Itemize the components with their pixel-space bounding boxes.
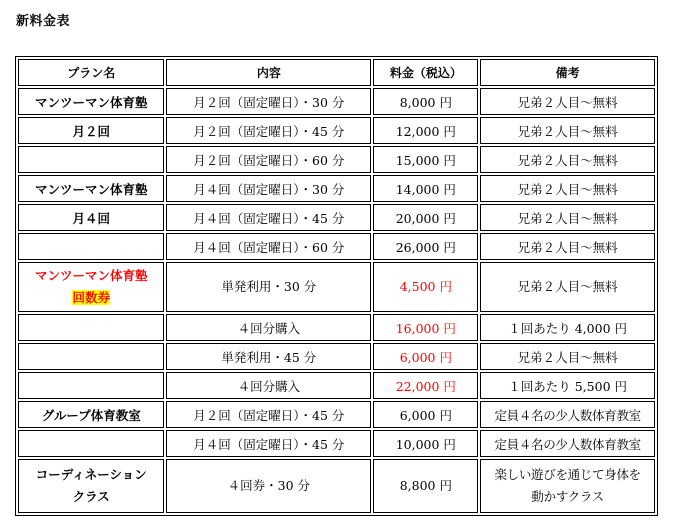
price-cell: 8,000 円 bbox=[373, 88, 478, 115]
price-cell: 16,000 円 bbox=[373, 314, 478, 341]
table-row bbox=[18, 372, 655, 399]
table-row bbox=[18, 401, 655, 428]
note-cell: 兄弟２人目～無料 bbox=[480, 343, 655, 370]
content-cell: ４回分購入 bbox=[166, 372, 371, 399]
header-plan: プラン名 bbox=[18, 59, 164, 86]
content-cell: 月４回（固定曜日）・30 分 bbox=[166, 175, 371, 202]
note-cell: 定員４名の少人数体育教室 bbox=[480, 401, 655, 428]
price-cell: 22,000 円 bbox=[373, 372, 478, 399]
table-row bbox=[18, 233, 655, 260]
table-row bbox=[18, 204, 655, 231]
plan-cell bbox=[18, 343, 164, 370]
plan-cell bbox=[18, 459, 164, 513]
plan-cell bbox=[18, 233, 164, 260]
table-row bbox=[18, 343, 655, 370]
table-row bbox=[18, 262, 655, 312]
price-cell: 12,000 円 bbox=[373, 117, 478, 144]
note-cell: １回あたり 5,500 円 bbox=[480, 372, 655, 399]
table-row bbox=[18, 314, 655, 341]
plan-cell: 月２回 bbox=[18, 117, 164, 144]
content-cell: 月２回（固定曜日）・45 分 bbox=[166, 117, 371, 144]
table-row bbox=[18, 459, 655, 513]
plan-cell bbox=[18, 430, 164, 457]
note-cell: 兄弟２人目～無料 bbox=[480, 175, 655, 202]
plan-name-highlight: 回数券 bbox=[72, 290, 110, 305]
price-table bbox=[15, 56, 658, 516]
price-cell: 6,000 円 bbox=[373, 401, 478, 428]
content-cell: 月２回（固定曜日）・60 分 bbox=[166, 146, 371, 173]
plan-cell bbox=[18, 372, 164, 399]
note-cell: 定員４名の少人数体育教室 bbox=[480, 430, 655, 457]
price-cell: 8,800 円 bbox=[373, 459, 478, 513]
note-cell: 兄弟２人目～無料 bbox=[480, 233, 655, 260]
plan-cell: マンツーマン体育塾 bbox=[18, 175, 164, 202]
price-cell: 4,500 円 bbox=[373, 262, 478, 312]
content-cell: 月２回（固定曜日）・30 分 bbox=[166, 88, 371, 115]
note-line2: 動かすクラス bbox=[531, 489, 604, 504]
content-cell: 月４回（固定曜日）・45 分 bbox=[166, 430, 371, 457]
price-cell: 10,000 円 bbox=[373, 430, 478, 457]
note-cell: １回あたり 4,000 円 bbox=[480, 314, 655, 341]
plan-cell: グループ体育教室 bbox=[18, 401, 164, 428]
note-cell: 兄弟２人目～無料 bbox=[480, 262, 655, 312]
table-row bbox=[18, 175, 655, 202]
note-cell: 兄弟２人目～無料 bbox=[480, 204, 655, 231]
table-row bbox=[18, 88, 655, 115]
price-cell: 6,000 円 bbox=[373, 343, 478, 370]
price-cell: 20,000 円 bbox=[373, 204, 478, 231]
plan-cell bbox=[18, 262, 164, 312]
note-line1: 楽しい遊びを通じて身体を bbox=[494, 467, 641, 482]
content-cell: 月２回（固定曜日）・45 分 bbox=[166, 401, 371, 428]
header-content: 内容 bbox=[166, 59, 371, 86]
plan-cell: マンツーマン体育塾 bbox=[18, 88, 164, 115]
content-cell: ４回分購入 bbox=[166, 314, 371, 341]
content-cell: ４回券・30 分 bbox=[166, 459, 371, 513]
content-cell: 単発利用・45 分 bbox=[166, 343, 371, 370]
table-row bbox=[18, 117, 655, 144]
header-price: 料金（税込） bbox=[373, 59, 478, 86]
header-note: 備考 bbox=[480, 59, 655, 86]
note-cell: 兄弟２人目～無料 bbox=[480, 117, 655, 144]
plan-name-line2: クラス bbox=[72, 489, 110, 504]
note-cell bbox=[480, 459, 655, 513]
plan-name-line1: マンツーマン体育塾 bbox=[34, 268, 148, 283]
price-cell: 14,000 円 bbox=[373, 175, 478, 202]
table-row bbox=[18, 430, 655, 457]
table-row bbox=[18, 146, 655, 173]
plan-cell: 月４回 bbox=[18, 204, 164, 231]
price-cell: 15,000 円 bbox=[373, 146, 478, 173]
note-cell: 兄弟２人目～無料 bbox=[480, 88, 655, 115]
content-cell: 月４回（固定曜日）・60 分 bbox=[166, 233, 371, 260]
content-cell: 月４回（固定曜日）・45 分 bbox=[166, 204, 371, 231]
price-cell: 26,000 円 bbox=[373, 233, 478, 260]
plan-cell bbox=[18, 146, 164, 173]
content-cell: 単発利用・30 分 bbox=[166, 262, 371, 312]
table-header-row bbox=[18, 59, 655, 86]
page-title: 新料金表 bbox=[16, 14, 71, 29]
plan-cell bbox=[18, 314, 164, 341]
plan-name-line1: コーディネーション bbox=[35, 467, 147, 482]
note-cell: 兄弟２人目～無料 bbox=[480, 146, 655, 173]
